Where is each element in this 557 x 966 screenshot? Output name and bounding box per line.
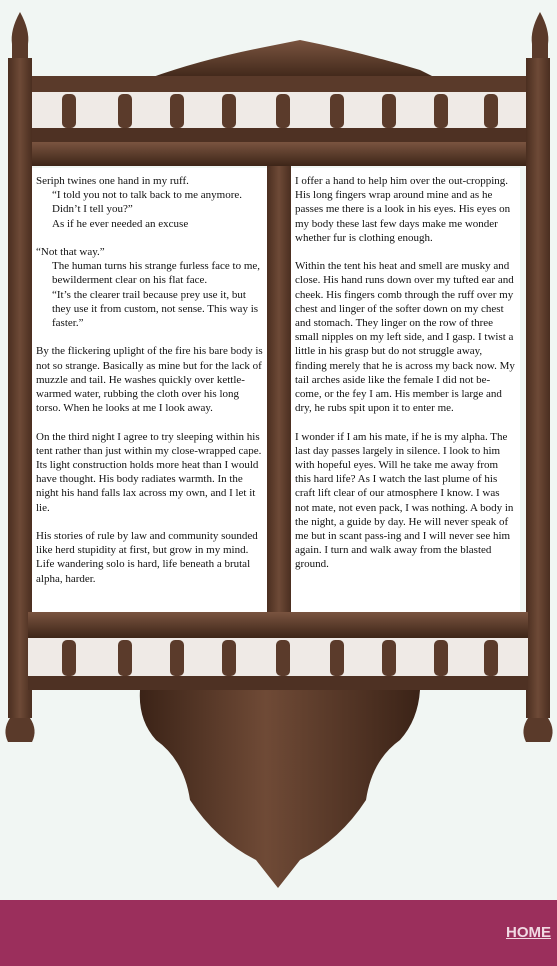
story-paragraph: “It’s the clearer trail because prey use it, but they use it from custom, not sense. This way is faster.” — [52, 288, 259, 330]
paragraph-gap — [295, 415, 516, 429]
paragraph-gap — [36, 330, 263, 344]
story-paragraph: Within the tent his heat and smell are musky and close. His hand runs down over my tufted ear and cheek. His fingers comb through the ruff over my chest and linger of the softer down on my chest and stomach. They linger on the row of three small nipples on my left side, and I gasp. I twist a little in his grasp but do not struggle away, finding merely that he is across my back now. My tail arches aside like the female I did not be-come, or the fey I am. His member is large and dry, he rubs spit upon it to enter me. — [295, 260, 515, 415]
paragraph-gap — [36, 515, 263, 529]
home-link[interactable]: HOME — [506, 924, 551, 941]
story-paragraph: The human turns his strange furless face to me, bewilderment clear on his flat face. — [52, 260, 261, 287]
story-paragraph: His stories of rule by law and community sounded like herd stupidity at first, but grow in my mind. Life wandering solo is hard, life beneath a brutal alpha, harder. — [36, 530, 258, 585]
center-divider — [267, 166, 291, 618]
story-column-right — [291, 168, 520, 612]
right-post — [526, 58, 550, 718]
story-paragraph: On the third night I agree to try sleeping within his tent rather than just within my close-wrapped cape. Its light construction holds more heat than I would have thought. His body radiates warmth. In the night his hand falls lax across my own, and I let it lie. — [36, 430, 262, 514]
paragraph-gap — [295, 245, 516, 259]
story-paragraph: “I told you not to talk back to me anymore. Didn’t I tell you?” — [52, 189, 243, 216]
story-paragraph: “Not that way.” — [36, 246, 105, 259]
story-paragraph: As if he ever needed an excuse — [52, 217, 189, 230]
story-column-left — [32, 168, 267, 612]
story-paragraph: Seriph twines one hand in my ruff. — [36, 175, 189, 187]
paragraph-gap — [36, 415, 263, 429]
paragraph-gap — [36, 231, 263, 245]
pediment — [150, 40, 440, 80]
bottom-apron — [140, 690, 420, 888]
story-paragraph: I offer a hand to help him over the out-cropping. His long fingers wrap around mine and as he passes me there is a look in his eyes. His eyes on my body these last few days make me wonder whether fur is clothing enough. — [295, 175, 511, 244]
story-paragraph: By the flickering uplight of the fire his bare body is not so strange. Basically as mine but for the lack of muzzle and tail. He washes quickly over kettle-warmed water, rubbing the cloth over his long torso. When he looks at me I look away. — [36, 345, 263, 415]
footer-bar — [0, 900, 557, 966]
story-paragraph: I wonder if I am his mate, if he is my alpha. The last day passes largely in silence. I look to him with hopeful eyes. Will he take me away from this hard life? As I watch the last plume of his craft lift clear of our atmosphere I know. I was not mate, not even pack, I was nothing. A body in the night, a guide by day. He will never speak of me but in scant pass-ing and I will never see him again. I turn and walk away from the blasted ground. — [295, 430, 514, 571]
